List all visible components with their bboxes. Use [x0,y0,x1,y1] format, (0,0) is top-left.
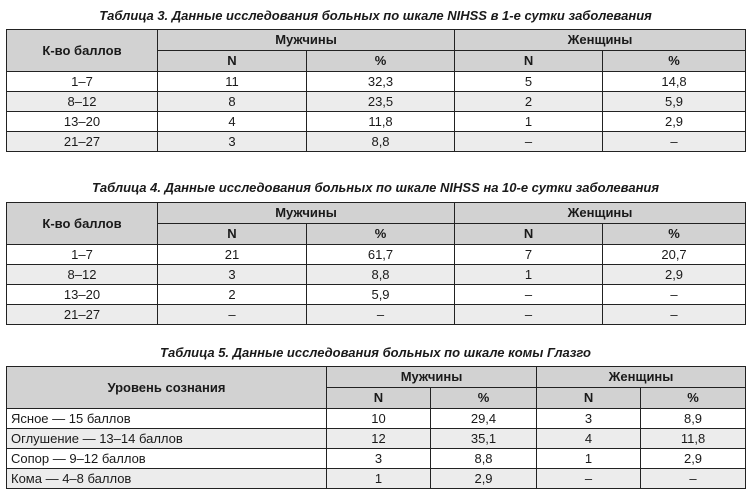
women-pct: – [603,285,746,305]
women-pct: 20,7 [603,245,746,265]
table5-col-women-n: N [537,388,641,409]
men-n: 10 [327,409,431,429]
table4-group-women: Женщины [455,203,746,224]
women-pct: 2,9 [603,265,746,285]
women-n: 2 [455,92,603,112]
women-n: 4 [537,429,641,449]
table-row [7,265,746,285]
table-row [7,92,746,112]
row-label: Кома — 4–8 баллов [7,469,327,489]
men-n: 3 [158,265,307,285]
table-row [7,469,746,489]
table3-col-men-pct: % [307,51,455,72]
women-n: 1 [455,265,603,285]
table-row [7,132,746,152]
men-pct: 61,7 [307,245,455,265]
women-n: – [455,305,603,325]
men-pct: 35,1 [431,429,537,449]
women-pct: – [603,305,746,325]
row-label: 8–12 [7,265,158,285]
row-label: 13–20 [7,112,158,132]
women-pct: 14,8 [603,72,746,92]
women-n: 5 [455,72,603,92]
table3-col-women-pct: % [603,51,746,72]
women-n: 1 [455,112,603,132]
women-n: 1 [537,449,641,469]
table4-header-row [7,203,746,224]
table4-col-women-n: N [455,224,603,245]
row-label: Сопор — 9–12 баллов [7,449,327,469]
row-label: 1–7 [7,72,158,92]
men-n: 11 [158,72,307,92]
men-n: 8 [158,92,307,112]
table5-col-men-n: N [327,388,431,409]
row-label: 8–12 [7,92,158,112]
men-pct: 8,8 [307,132,455,152]
table3-col-men-n: N [158,51,307,72]
table3-header-row [7,30,746,51]
table3-group-women: Женщины [455,30,746,51]
table-row [7,305,746,325]
men-pct: – [307,305,455,325]
men-pct: 23,5 [307,92,455,112]
women-n: 3 [537,409,641,429]
table5-col-women-pct: % [641,388,746,409]
women-pct: – [641,469,746,489]
women-n: – [455,132,603,152]
row-label: 21–27 [7,132,158,152]
men-pct: 29,4 [431,409,537,429]
men-n: 3 [158,132,307,152]
row-label: 21–27 [7,305,158,325]
table3-group-men: Мужчины [158,30,455,51]
men-n: – [158,305,307,325]
men-n: 4 [158,112,307,132]
table4-row-header: К-во баллов [7,203,158,245]
women-n: – [455,285,603,305]
table5-caption: Таблица 5. Данные исследования больных по шкале комы Глазго [160,345,591,360]
table3-col-women-n: N [455,51,603,72]
row-label: 13–20 [7,285,158,305]
table4-caption: Таблица 4. Данные исследования больных по шкале NIHSS на 10-е сутки заболевания [91,180,660,195]
men-n: 1 [327,469,431,489]
table-row [7,409,746,429]
men-pct: 2,9 [431,469,537,489]
table-row [7,112,746,132]
women-pct: 8,9 [641,409,746,429]
women-pct: 11,8 [641,429,746,449]
men-pct: 5,9 [307,285,455,305]
table5-col-men-pct: % [431,388,537,409]
table4-col-men-n: N [158,224,307,245]
table-row [7,429,746,449]
table3-caption: Таблица 3. Данные исследования больных по шкале NIHSS в 1-е сутки заболевания [99,8,652,23]
table5-group-women: Женщины [537,367,746,388]
women-pct: – [603,132,746,152]
women-n: – [537,469,641,489]
table4-col-women-pct: % [603,224,746,245]
women-n: 7 [455,245,603,265]
men-n: 21 [158,245,307,265]
row-label: Ясное — 15 баллов [7,409,327,429]
table5-row-header: Уровень сознания [7,367,327,409]
table-row [7,285,746,305]
table4 [6,202,746,325]
men-pct: 8,8 [431,449,537,469]
men-pct: 32,3 [307,72,455,92]
table3-row-header: К-во баллов [7,30,158,72]
women-pct: 2,9 [641,449,746,469]
row-label: Оглушение — 13–14 баллов [7,429,327,449]
men-n: 2 [158,285,307,305]
men-pct: 8,8 [307,265,455,285]
table-row [7,449,746,469]
table-row [7,72,746,92]
women-pct: 2,9 [603,112,746,132]
women-pct: 5,9 [603,92,746,112]
table3 [6,29,746,152]
men-n: 3 [327,449,431,469]
table5 [6,366,746,489]
table-row [7,245,746,265]
table5-header-row [7,367,746,388]
table5-group-men: Мужчины [327,367,537,388]
row-label: 1–7 [7,245,158,265]
table4-group-men: Мужчины [158,203,455,224]
men-pct: 11,8 [307,112,455,132]
table4-col-men-pct: % [307,224,455,245]
men-n: 12 [327,429,431,449]
